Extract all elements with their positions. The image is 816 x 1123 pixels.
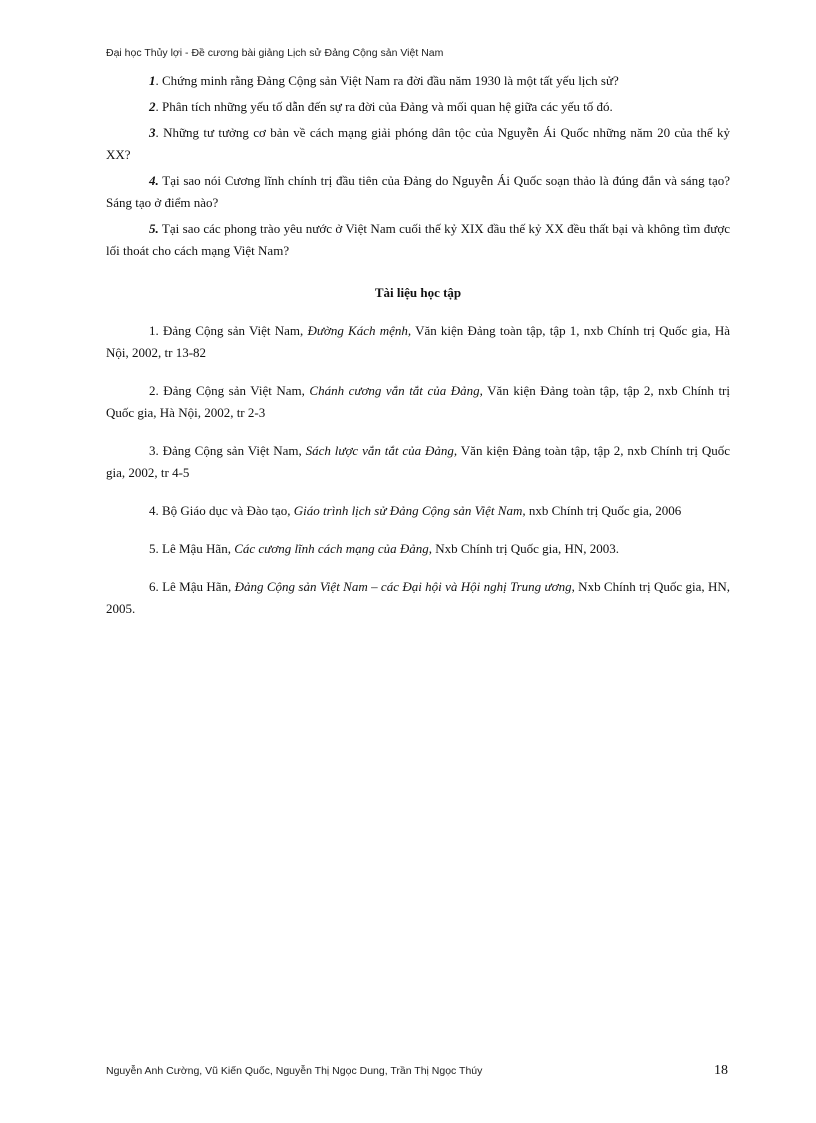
reference-author: 3. Đảng Cộng sản Việt Nam, [149, 443, 306, 458]
references-title: Tài liệu học tập [374, 285, 462, 300]
question-3 [106, 122, 730, 166]
question-number: 2 [149, 99, 156, 114]
document-body [106, 70, 730, 636]
question-2 [106, 96, 730, 118]
page-number: 18 [714, 1063, 728, 1078]
reference-details: nxb Chính trị Quốc gia, 2006 [525, 503, 682, 518]
reference-details: , Nxb Chính trị Quốc gia, HN, 2003. [428, 541, 620, 556]
reference-title: Các cương lĩnh cách mạng của Đảng [234, 541, 429, 556]
reference-4 [106, 500, 730, 522]
question-text: Tại sao các phong trào yêu nước ở Việt Nam cuối thế kỷ XIX đầu thế kỷ XX đều thất bại và không tìm được lối thoát cho cách mạng Việt Nam? [106, 221, 730, 258]
reference-title: Đường Kách mệnh, [307, 323, 412, 338]
reference-author: 1. Đảng Cộng sản Việt Nam, [149, 323, 308, 338]
footer-authors: Nguyễn Anh Cường, Vũ Kiến Quốc, Nguyễn Thị Ngọc Dung, Trần Thị Ngọc Thúy [106, 1065, 483, 1077]
page-footer [106, 1063, 730, 1079]
question-text: Tại sao nói Cương lĩnh chính trị đầu tiên của Đảng do Nguyễn Ái Quốc soạn thảo là đúng đắn và sáng tạo? Sáng tạo ở điểm nào? [106, 173, 730, 210]
reference-title: Chánh cương vắn tắt của Đảng, [309, 383, 483, 398]
reference-author: 5. Lê Mậu Hãn, [149, 541, 235, 556]
reference-3 [106, 440, 730, 484]
reference-details: Văn kiện Đảng toàn tập, tập 2, nxb Chính trị Quốc gia, 2002, tr 4-5 [106, 443, 730, 480]
reference-2 [106, 380, 730, 424]
reference-details: Văn kiện Đảng toàn tập, tập 1, nxb Chính trị Quốc gia, Hà Nội, 2002, tr 13-82 [106, 323, 730, 360]
question-number: 1 [149, 73, 156, 88]
reference-title: Sách lược vắn tắt của Đảng, [305, 443, 458, 458]
question-text: . Chứng minh rằng Đảng Cộng sản Việt Nam ra đời đầu năm 1930 là một tất yếu lịch sử? [155, 73, 619, 88]
question-text: . Phân tích những yếu tố dẫn đến sự ra đời của Đảng và mối quan hệ giữa các yếu tố đó. [155, 99, 613, 114]
question-number: 4. [149, 173, 159, 188]
page-header: Đại học Thủy lợi - Đề cương bài giảng Lịch sử Đảng Cộng sản Việt Nam [106, 47, 444, 59]
question-5 [106, 218, 730, 262]
reference-author: 6. Lê Mậu Hãn, [149, 579, 235, 594]
reference-author: 2. Đảng Cộng sản Việt Nam, [149, 383, 310, 398]
question-number: 5. [149, 221, 159, 236]
question-1 [106, 70, 730, 92]
question-text: . Những tư tưởng cơ bản về cách mạng giải phóng dân tộc của Nguyễn Ái Quốc những năm 20 của thế kỷ XX? [106, 125, 730, 162]
reference-5 [106, 538, 730, 560]
question-number: 3 [149, 125, 156, 140]
reference-6 [106, 576, 730, 620]
reference-details: Văn kiện Đảng toàn tập, tập 2, nxb Chính trị Quốc gia, Hà Nội, 2002, tr 2-3 [106, 383, 730, 420]
reference-1 [106, 320, 730, 364]
reference-title: Giáo trình lịch sử Đảng Cộng sản Việt Nam, [293, 503, 526, 518]
reference-author: 4. Bộ Giáo dục và Đào tạo, [149, 503, 294, 518]
reference-title: Đảng Cộng sản Việt Nam – các Đại hội và Hội nghị Trung ương [234, 579, 572, 594]
reference-details: , Nxb Chính trị Quốc gia, HN, 2005. [106, 579, 731, 616]
question-4 [106, 170, 730, 214]
